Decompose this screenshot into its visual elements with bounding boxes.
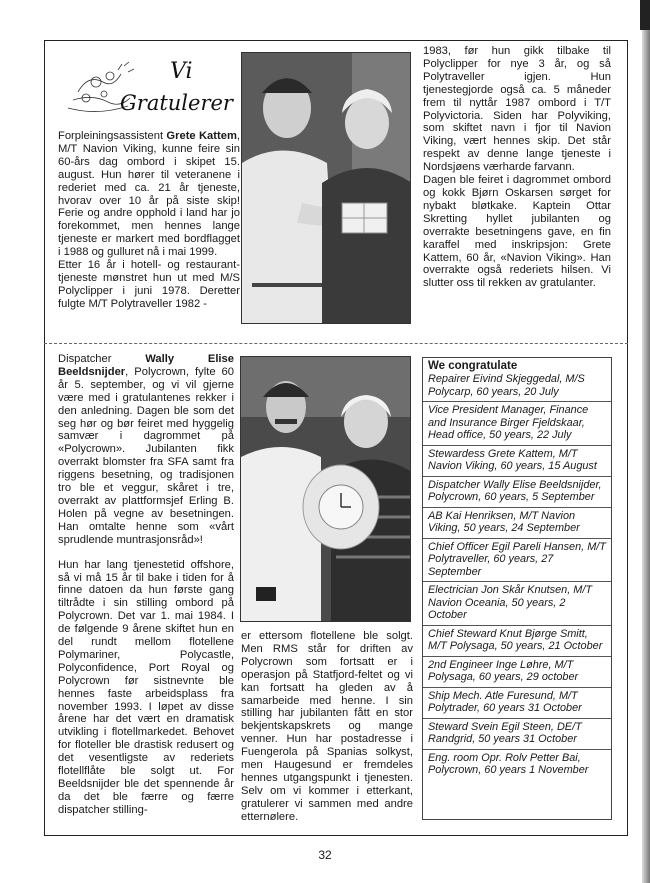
article2-column1: [58, 353, 234, 817]
boxout-item: Repairer Eivind Skjeggedal, M/S Polycarp, 60 years, 20 July: [423, 373, 611, 402]
photo-grete-kattem: [241, 52, 411, 324]
boxout-item: Eng. room Opr. Rolv Petter Bai, Polycrown, 60 years 1 November: [428, 751, 589, 776]
article2-para3: er ettersom flotellene ble solgt. Men RMS står for driften av Polycrown som fortsatt er i operasjon på Statfjord-feltet og vi kan fortsatt ha gleden av å samarbeide med henne. I sin stilling har jubilanten fått en stor bekjentskapskrets og mange venner. Hun har postadresse i Fuengerola på Spanias solkyst, men Haugesund er fremdeles hennes utgangspunkt i tjenesten. Selv om vi kommer i etterkant, gratulerer vi sammen med andre etternølere.: [241, 630, 413, 823]
article1-para2: Etter 16 år i hotell- og restaurant-tjeneste mønstret hun ut med M/S Polyclipper i juni 1978. Deretter fulgte M/T Polytraveller 1982 -: [58, 259, 240, 310]
article2-column2: [241, 630, 413, 824]
article1-para1: , M/T Navion Viking, kunne feire sin 60-års dag ombord i skipet 15. august. Hun hører til veteranene i rederiet med ca. 21 år tjeneste, hvorav over 10 år på siste skip! Ferie og andre opphold i land har jo forekommet, men hennes lange tjeneste er markert med bordflagget i 1988 og gulluret nå i mai 1999.: [58, 130, 240, 259]
boxout-item: Steward Svein Egil Steen, DE/T Randgrid, 50 years 31 October: [423, 721, 611, 750]
article2-name: Wally Elise Beeldsnijder: [58, 353, 234, 378]
photo-figures: [242, 53, 411, 324]
boxout-item: Electrician Jon Skår Knutsen, M/T Navion Oceania, 50 years, 2 October: [423, 584, 611, 626]
article1-column3: [423, 45, 611, 290]
article2-para1: , Polycrown, fylte 60 år 5. september, og vi vil gjerne være med i gratulantenes rekker i den anledning. Dagen ble som det seg hør og bør feiret med hyggelig samvær i dagrommet på «Polycrown». Jubilanten fikk overrakt blomster fra SFA samt fra riggens besetning, og tradisjonen tro ble et veggur, skåret i tre, overrakt av plattformsjef Erling B. Holen på vegne av besetningen. Han omtalte henne som «vårt sprudlende muntrasjonsråd»!: [58, 365, 234, 546]
boxout-item: Chief Officer Egil Pareli Hansen, M/T Polytraveller, 60 years, 27 September: [423, 541, 611, 583]
heading-gratulerer: Gratulerer: [120, 91, 233, 115]
article1-column1: [58, 130, 240, 311]
boxout-item: Stewardess Grete Kattem, M/T Navion Viking, 60 years, 15 August: [423, 448, 611, 477]
photo-wally-beeldsnijder: [240, 356, 411, 622]
vi-gratulerer-heading: [58, 52, 238, 122]
article1-name: Grete Kattem: [166, 130, 237, 142]
article2-para2: Hun har lang tjenestetid offshore, så vi må 15 år til bake i tiden for å finne datoen da hun første gang tiltrådte i sin stilling ombord på Polycrown. Det var 1. mai 1984. I de følgende 9 årene skiftet hun en del rundt mellom flotellene Polymariner, Polycastle, Polyconfidence, Port Royal og Polycrown før sistnevnte ble hennes faste arbeidsplass fra november 1993. I løpet av disse årene har det vært en dramatisk utvikling i flotellmarkedet. Behovet for floteller ble drastisk redusert og det vesentligste av rederiets flotellflåte ble solgt ut. For Beeldsnijder ble det spennende år da det ble færre og færre dispatcher stilling-: [58, 558, 234, 816]
boxout-item: 2nd Engineer Inge Løhre, M/T Polysaga, 60 years, 29 october: [423, 659, 611, 688]
scan-edge-corner: [640, 0, 650, 30]
boxout-item: Vice President Manager, Finance and Insurance Birger Fjeldskaar, Head office, 50 years, 22 July: [423, 404, 611, 446]
article2-lead: Dispatcher: [58, 353, 146, 365]
article1-para3: 1983, før hun gikk tilbake til Polyclipper for nye 3 år, og så Polytraveller igjen. Hun tjenestegjorde også ca. 5 måneder frem til nyttår 1987 ombord i T/T Polyvictoria. Siden har Polyviking, som skiftet navn i fjor til Navion Viking, vært hennes skip. Det står respekt av denne lange tjeneste i Nordsjøens værharde farvann.: [423, 45, 611, 174]
boxout-item: AB Kai Henriksen, M/T Navion Viking, 50 years, 24 September: [423, 510, 611, 539]
boxout-title: We congratulate: [428, 360, 518, 372]
article1-para4: Dagen ble feiret i dagrommet ombord og kokk Bjørn Oskarsen sørget for nybakt bløtkake. Kaptein Ottar Skretting hyllet jubilanten og overrakte besetningens gave, en fin karaffel med inskripsjon: Grete Kattem, 60 år, «Navion Viking». Han overrakte også rederiets hilsen. Vi slutter oss til rekken av gratulanter.: [423, 174, 611, 290]
we-congratulate-box: [422, 357, 612, 820]
article1-lead: Forpleiningsassistent: [58, 130, 167, 142]
heading-vi: Vi: [170, 59, 193, 84]
boxout-item: Dispatcher Wally Elise Beeldsnijder, Polycrown, 60 years, 5 September: [423, 479, 611, 508]
boxout-item: Ship Mech. Atle Furesund, M/T Polytrader, 60 years 31 October: [423, 690, 611, 719]
boxout-item: Chief Steward Knut Bjørge Smitt, M/T Polysaga, 50 years, 21 October: [423, 628, 611, 657]
photo-figures-2: [241, 357, 411, 622]
page-number: 32: [318, 848, 332, 862]
article-separator: [44, 343, 628, 344]
scan-edge-shadow: [642, 0, 650, 883]
